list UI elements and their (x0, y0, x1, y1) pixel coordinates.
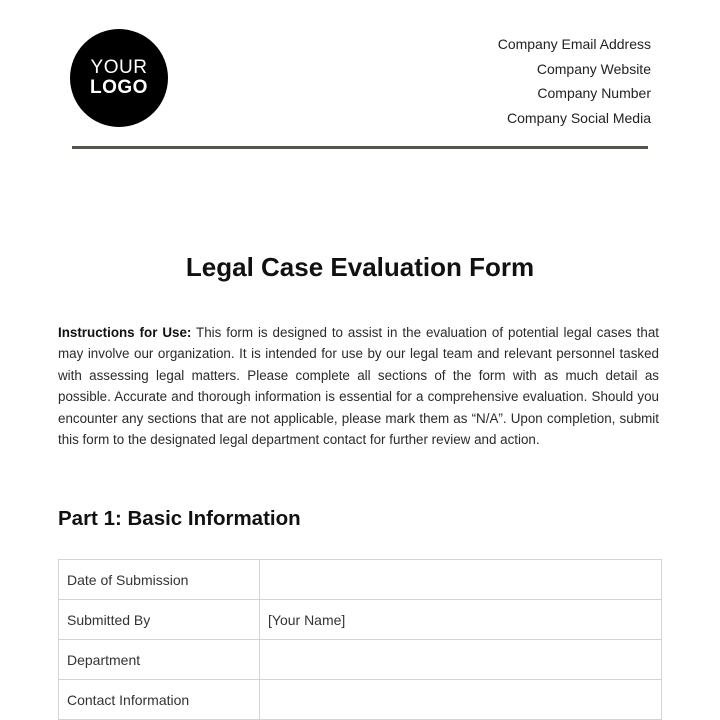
company-website: Company Website (536, 60, 651, 77)
company-email: Company Email Address (497, 36, 651, 52)
field-value-department[interactable] (260, 640, 662, 680)
company-social-media: Company Social Media (507, 110, 651, 127)
field-label-department: Department (59, 640, 260, 680)
company-logo (70, 29, 168, 127)
instructions-paragraph (58, 322, 659, 450)
logo-text-top: YOUR (90, 57, 148, 78)
company-contact-block (498, 32, 651, 131)
table-row (59, 560, 662, 600)
field-label-contact-information: Contact Information (59, 680, 260, 720)
table-row (59, 600, 662, 640)
field-label-submitted-by: Submitted By (59, 600, 260, 640)
field-label-date-of-submission: Date of Submission (59, 560, 260, 600)
document-title: Legal Case Evaluation Form (185, 252, 535, 282)
instructions-label: Instructions for Use: (58, 325, 192, 340)
instructions-text: This form is designed to assist in the evaluation of potential legal cases that may involve our organization. It is intended for use by our legal team and relevant personnel tasked with assessing legal matters. Please complete all sections of the form with as much detail as possible. Accurate and thorough information is essential for a comprehensive evaluation. Should you encounter any sections that are not applicable, please mark them as “N/A”. Upon completion, submit this form to the designated legal department contact for further review and action. (58, 325, 659, 448)
table-row (59, 640, 662, 680)
table-row (59, 680, 662, 720)
field-value-submitted-by[interactable]: [Your Name] (260, 600, 662, 640)
section-heading-basic-information: Part 1: Basic Information (58, 507, 301, 530)
header-divider (72, 146, 648, 149)
logo-text-bottom: LOGO (90, 77, 148, 98)
company-number: Company Number (537, 85, 651, 102)
field-value-contact-information[interactable] (260, 680, 662, 720)
basic-information-table (58, 559, 662, 720)
field-value-date-of-submission[interactable] (260, 560, 662, 600)
